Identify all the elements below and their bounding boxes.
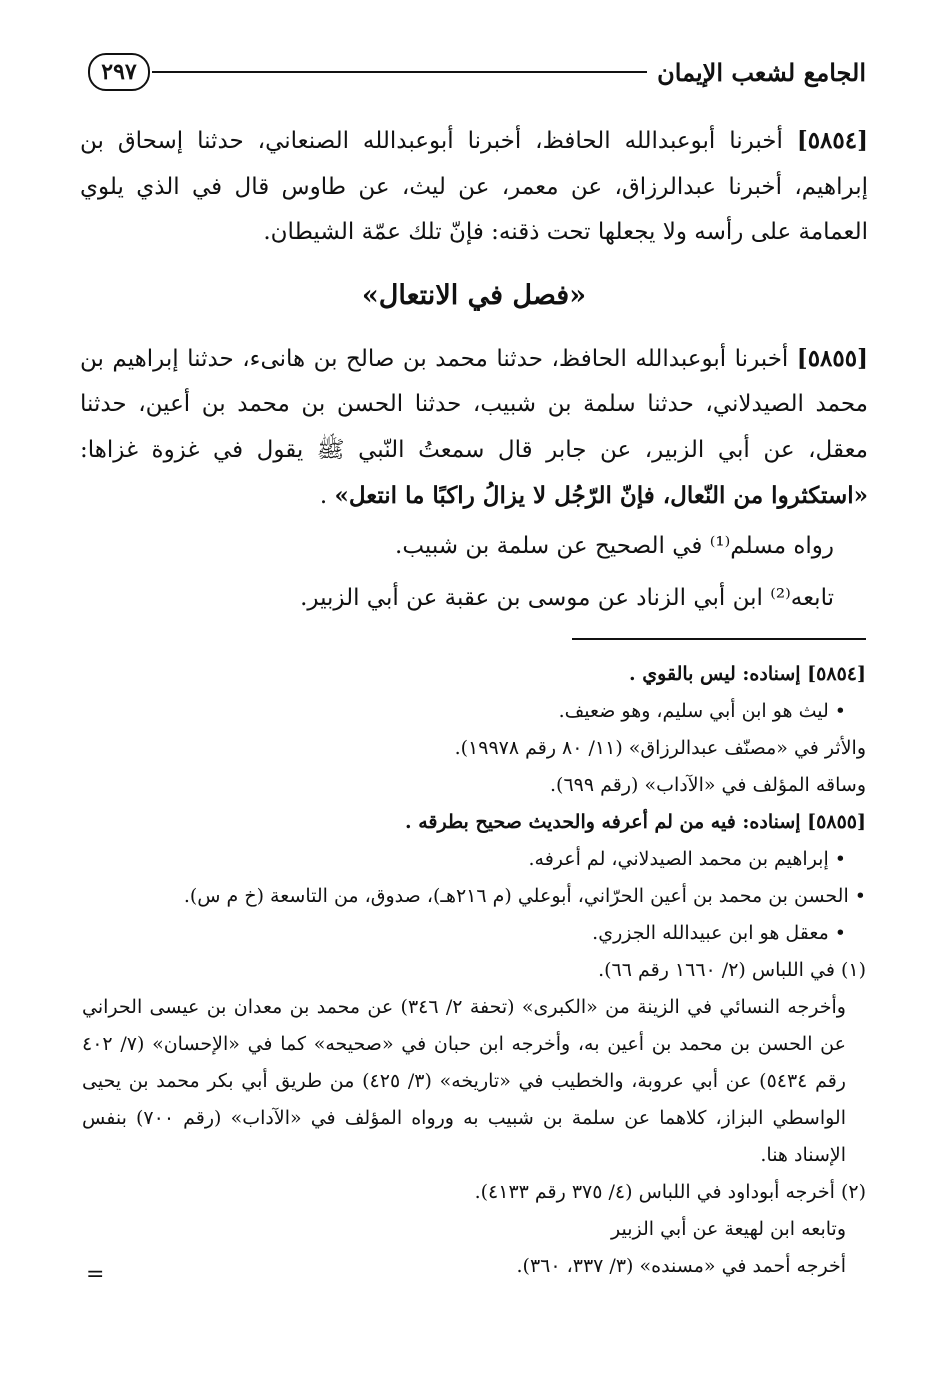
main-text (80, 118, 868, 624)
hadith-number: [٥٨٥٥] (796, 344, 868, 372)
footnote-2-line: وتابعه ابن لهيعة عن أبي الزبير (610, 1218, 846, 1240)
section-heading: «فصل في الانتعال» (361, 279, 587, 311)
page-header (88, 44, 866, 100)
footnote-1-heading: (١) في اللباس (٢/ ١٦٦٠ رقم ٦٦). (598, 959, 866, 981)
running-title: الجامع لشعب الإيمان (657, 57, 866, 87)
footnote-1-text: وأخرجه النسائي في الزينة من «الكبرى» (تحفة ٢/ ٣٤٦) عن محمد بن معدان بن عيسى الحراني عن الحسن بن محمد بن أعين به، وأخرجه ابن حبان في «صحيحه» كما في «الإحسان» (٧/ ٤٠٢ رقم ٥٤٣٤) عن أبي عروبة، والخطيب في «تاريخه» (٣/ ٤٢٥) من طريق أبي بكر محمد بن يحيى الواسطي البزاز، كلاهما عن سلمة بن شبيب به ورواه المؤلف في «الآداب» (رقم ٧٠٠) بنفس الإسناد هنا. (82, 996, 847, 1166)
hadith-quote: «استكثروا من النّعال، فإنّ الرّجُل لا يزالُ راكبًا ما انتعل» (334, 482, 868, 509)
continuation-mark: = (86, 1262, 105, 1287)
note-5854-line: وساقه المؤلف في «الآداب» (رقم ٦٩٩). (550, 774, 866, 796)
hadith-5855 (80, 336, 868, 520)
header-rule (152, 71, 647, 73)
note-5854-bullet: • ليث هو ابن أبي سليم، وهو ضعيف. (558, 700, 846, 722)
footnote-2-line: أخرجه أحمد في «مسنده» (٣/ ٣٣٧، ٣٦٠). (516, 1255, 846, 1277)
footnotes (82, 656, 866, 1285)
note-5855-bullet: • إبراهيم بن محمد الصيدلاني، لم أعرفه. (528, 848, 846, 870)
hadith-5854 (80, 118, 868, 256)
note-5855-heading: [٥٨٥٥] إسناده: فيه من لم أعرفه والحديث صحيح بطرقه . (404, 811, 866, 833)
note-5854-heading: [٥٨٥٤] إسناده: ليس بالقوي . (629, 663, 866, 685)
footnote-rule (572, 638, 866, 640)
hadith-number: [٥٨٥٤] (796, 127, 869, 154)
hadith-quote-end: . (319, 483, 335, 509)
narration-muslim: رواه مسلم⁽¹⁾ في الصحيح عن سلمة بن شبيب. (395, 532, 834, 559)
note-5854-line: والأثر في «مصنّف عبدالرزاق» (١١/ ٨٠ رقم ١٩٩٧٨). (454, 737, 866, 759)
narration-mutaba: تابعه⁽²⁾ ابن أبي الزناد عن موسى بن عقبة عن أبي الزبير. (300, 584, 834, 611)
hadith-text: أخبرنا أبوعبدالله الحافظ، أخبرنا أبوعبدالله الصنعاني، حدثنا إسحاق بن إبراهيم، أخبرنا عبدالرزاق، عن معمر، عن ليث، عن طاوس قال في الذي يلوي العمامة على رأسه ولا يجعلها تحت ذقنه: فإنّ تلك عمّة الشيطان. (80, 128, 868, 245)
hadith-text: أخبرنا أبوعبدالله الحافظ، حدثنا محمد بن صالح بن هانىء، حدثنا إبراهيم بن محمد الصيدلاني، حدثنا سلمة بن شبيب، حدثنا الحسن بن محمد بن أعين، حدثنا معقل، عن أبي الزبير، عن جابر قال سمعتُ النّبي ﷺ يقول في غزوة غزاها: (80, 345, 868, 463)
note-5855-bullet: • معقل هو ابن عبيدالله الجزري. (592, 922, 846, 944)
note-5855-bullet: • الحسن بن محمد بن أعين الحرّاني، أبوعلي (م ٢١٦هـ)، صدوق، من التاسعة (خ م س). (183, 885, 866, 907)
page-number: ٢٩٧ (88, 53, 150, 91)
footnote-2-heading: (٢) أخرجه أبوداود في اللباس (٤/ ٣٧٥ رقم ٤١٣٣). (474, 1181, 866, 1203)
